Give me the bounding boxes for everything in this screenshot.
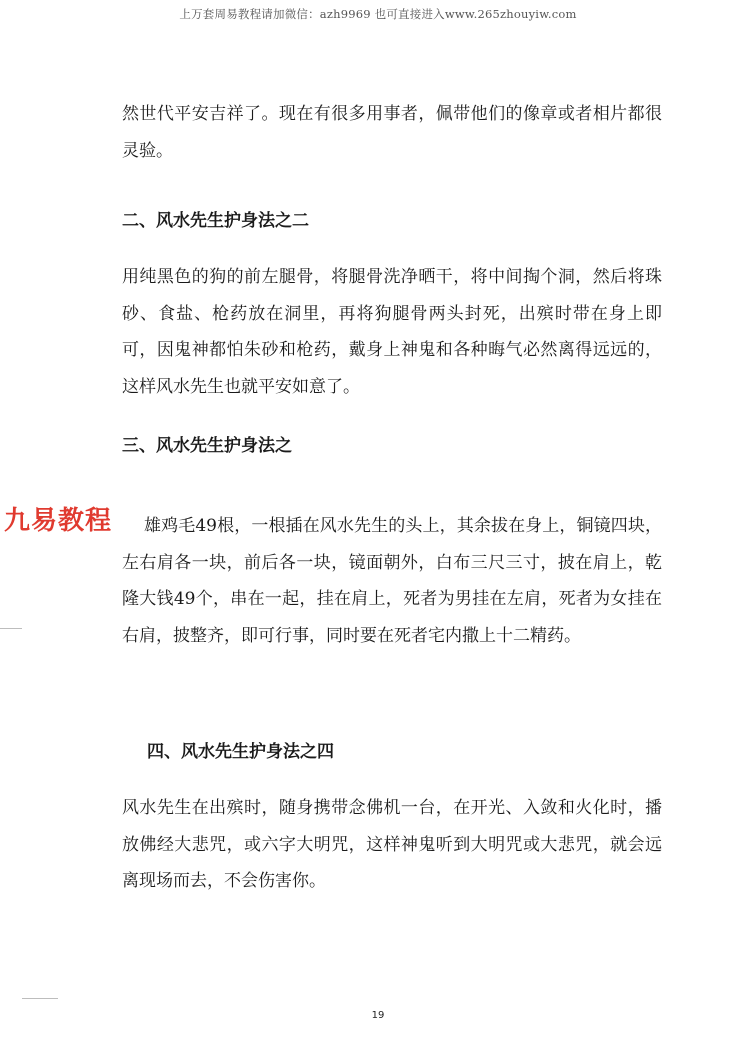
section-2-body: 用纯黑色的狗的前左腿骨，将腿骨洗净晒干，将中间掏个洞，然后将珠砂、食盐、枪药放在洞里，再将狗腿骨两头封死，出殡时带在身上即可，因鬼神都怕朱砂和枪药，戴身上神鬼和各种晦气必然离得远远的，这样风水先生也就平安如意了。 — [122, 267, 662, 397]
header-contact-note: 上万套周易教程请加微信：azh9969 也可直接进入www.265zhouyiw.com — [179, 7, 577, 21]
section-3-body: 雄鸡毛49根，一根插在风水先生的头上，其余拔在身上，铜镜四块，左右肩各一块，前后各一块，镜面朝外，白布三尺三寸，披在肩上，乾隆大钱49个，串在一起，挂在肩上，死者为男挂在左肩，死者为女挂在右肩，披整齐，即可行事，同时要在死者宅内撒上十二精药。 — [122, 516, 662, 646]
page-number: 19 — [371, 1010, 385, 1021]
scan-artifact-mark — [0, 628, 22, 629]
section-4-heading: 四、风水先生护身法之四 — [147, 742, 334, 762]
watermark-logo: 九易教程 — [4, 506, 113, 536]
section-4-body: 风水先生在出殡时，随身携带念佛机一台，在开光、入敛和火化时，播放佛经大悲咒，或六字大明咒，这样神鬼听到大明咒或大悲咒，就会远离现场而去，不会伤害你。 — [122, 798, 662, 891]
section-2-heading: 二、风水先生护身法之二 — [122, 211, 309, 231]
section-3-heading: 三、风水先生护身法之 — [122, 436, 292, 456]
intro-paragraph: 然世代平安吉祥了。现在有很多用事者，佩带他们的像章或者相片都很灵验。 — [122, 104, 662, 161]
scan-artifact-mark — [22, 998, 58, 999]
